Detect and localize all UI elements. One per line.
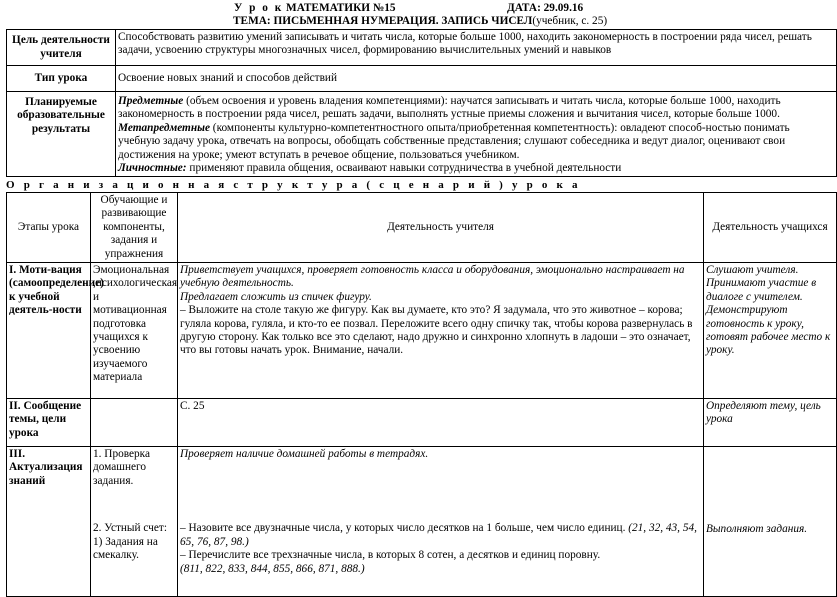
- col-teacher: Деятельность учителя: [178, 193, 704, 263]
- tasks-topic: [91, 399, 178, 447]
- tasks-actualization: [91, 447, 178, 597]
- teacher-homework-check: Проверяет наличие домашней работы в тетрадях.: [180, 448, 429, 461]
- meta-label: Метапредметные: [118, 121, 210, 134]
- table-row: [7, 399, 837, 447]
- results-text: [116, 92, 837, 177]
- subject-text: (объем освоения и уровень владения компетенциями): научатся записывать и читать числа, которые больше 1000, находить закономерность в построении ряда чисел, решать задачи, выполнять устные приемы сложения и вычитания чисел, которые больше 1000.: [118, 95, 781, 121]
- type-text: Освоение новых знаний и способов действий: [116, 66, 837, 92]
- teacher-task-b: – Перечислите все трехзначные числа, в которых 8 сотен, а десятков и единиц поровну. (811, 822, 833, 844, 855, 866, 871, 888.): [180, 549, 601, 575]
- teacher-task-a: – Назовите все двузначные числа, у которых число десятков на 1 больше, чем число единиц. (21, 32, 43, 54, 65, 76, 87, 98.): [180, 522, 697, 548]
- col-tasks: Обучающие и развивающие компоненты, задания и упражнения: [91, 193, 178, 263]
- subject-label: Предметные: [118, 95, 184, 107]
- students-actualization: Выполняют задания.: [704, 447, 837, 597]
- students-motivation: Слушают учителя. Принимают участие в диалоге с учителем. Демонстрируют готовность к уроку, готовят рабочее место к уроку.: [704, 263, 837, 399]
- tasks-motivation: Эмоциональная ,психологическая и мотивационная подготовка учащихся к усвоению изучаемого материала: [91, 263, 178, 399]
- results-row: [7, 92, 837, 177]
- table-row: [7, 263, 837, 399]
- lesson-theme: ТЕМА: ПИСЬМЕННАЯ НУМЕРАЦИЯ. ЗАПИСЬ ЧИСЕЛ(учебник, с. 25): [233, 15, 608, 27]
- stage-motivation: I. Моти-вация (самоопределение) к учебной деятель-ности: [7, 263, 91, 399]
- col-stages: Этапы урока: [7, 193, 91, 263]
- lesson-info-table: [6, 29, 837, 177]
- meta-text: (компоненты культурно-компетентностного опыта/приобретенная компетентность): овладеют способ-ностью понимать учебную задачу урока, отвечать на вопросы, обобщать собственные представления; слушают собеседника и ведут диалог, оценивают свои достижения на уроке; умеют вступать в речевое общение, пользоваться учебником.: [118, 121, 790, 161]
- lesson-structure-table: [6, 192, 837, 597]
- personal-label: Личностные:: [118, 162, 187, 175]
- type-label: Тип урока: [7, 66, 116, 92]
- task-mental-count: 2. Устный счет: 1) Задания на смекалку.: [93, 522, 167, 562]
- lesson-title: У р о к МАТЕМАТИКИ №15: [234, 2, 396, 14]
- lesson-date: ДАТА: 29.09.16: [507, 2, 584, 14]
- table-row: [7, 447, 837, 597]
- teacher-topic: С. 25: [178, 399, 704, 447]
- type-row: [7, 66, 837, 92]
- goal-row: [7, 30, 837, 66]
- teacher-motivation: Приветствует учащихся, проверяет готовность класса и оборудования, эмоционально настраивает на учебную деятельность. Предлагает сложить из спичек фигуру. – Выложите на столе такую же фигуру. Как вы думаете, кто это? Я задумала, что это животное – корова; гуляла корова, гуляла, и кто-то ее позвал. Переложите всего одну спичку так, чтобы корова развернулась в другую сторону. Как только все это сделают, надо дружно и синхронно хлопнуть в ладоши – это означает, что вы готовы начать урок. Внимание, начали.: [178, 263, 704, 399]
- teacher-actualization: [178, 447, 704, 597]
- goal-text: Способствовать развитию умений записывать и читать числа, которые больше 1000, находить закономерность в построении ряда чисел, решать задачи, усвоению структуры многозначных чисел, формированию вычислительных умений и навыков: [116, 30, 837, 66]
- goal-label: Цель деятельности учителя: [7, 30, 116, 66]
- students-topic: Определяют тему, цель урока: [704, 399, 837, 447]
- structure-title: О р г а н и з а ц и о н н а я с т р у к т у р а ( с ц е н а р и й ) у р о к а: [6, 179, 581, 191]
- results-label: Планируемые образовательные результаты: [7, 92, 116, 177]
- task-homework: 1. Проверка домашнего задания.: [93, 448, 151, 487]
- columns-header-row: [7, 193, 837, 263]
- col-students: Деятельность учащихся: [704, 193, 837, 263]
- stage-actualization: III. Актуализация знаний: [7, 447, 91, 597]
- stage-topic: II. Сообщение темы, цели урока: [7, 399, 91, 447]
- personal-text: применяют правила общения, осваивают навыки сотрудничества в учебной деятельности: [186, 162, 622, 175]
